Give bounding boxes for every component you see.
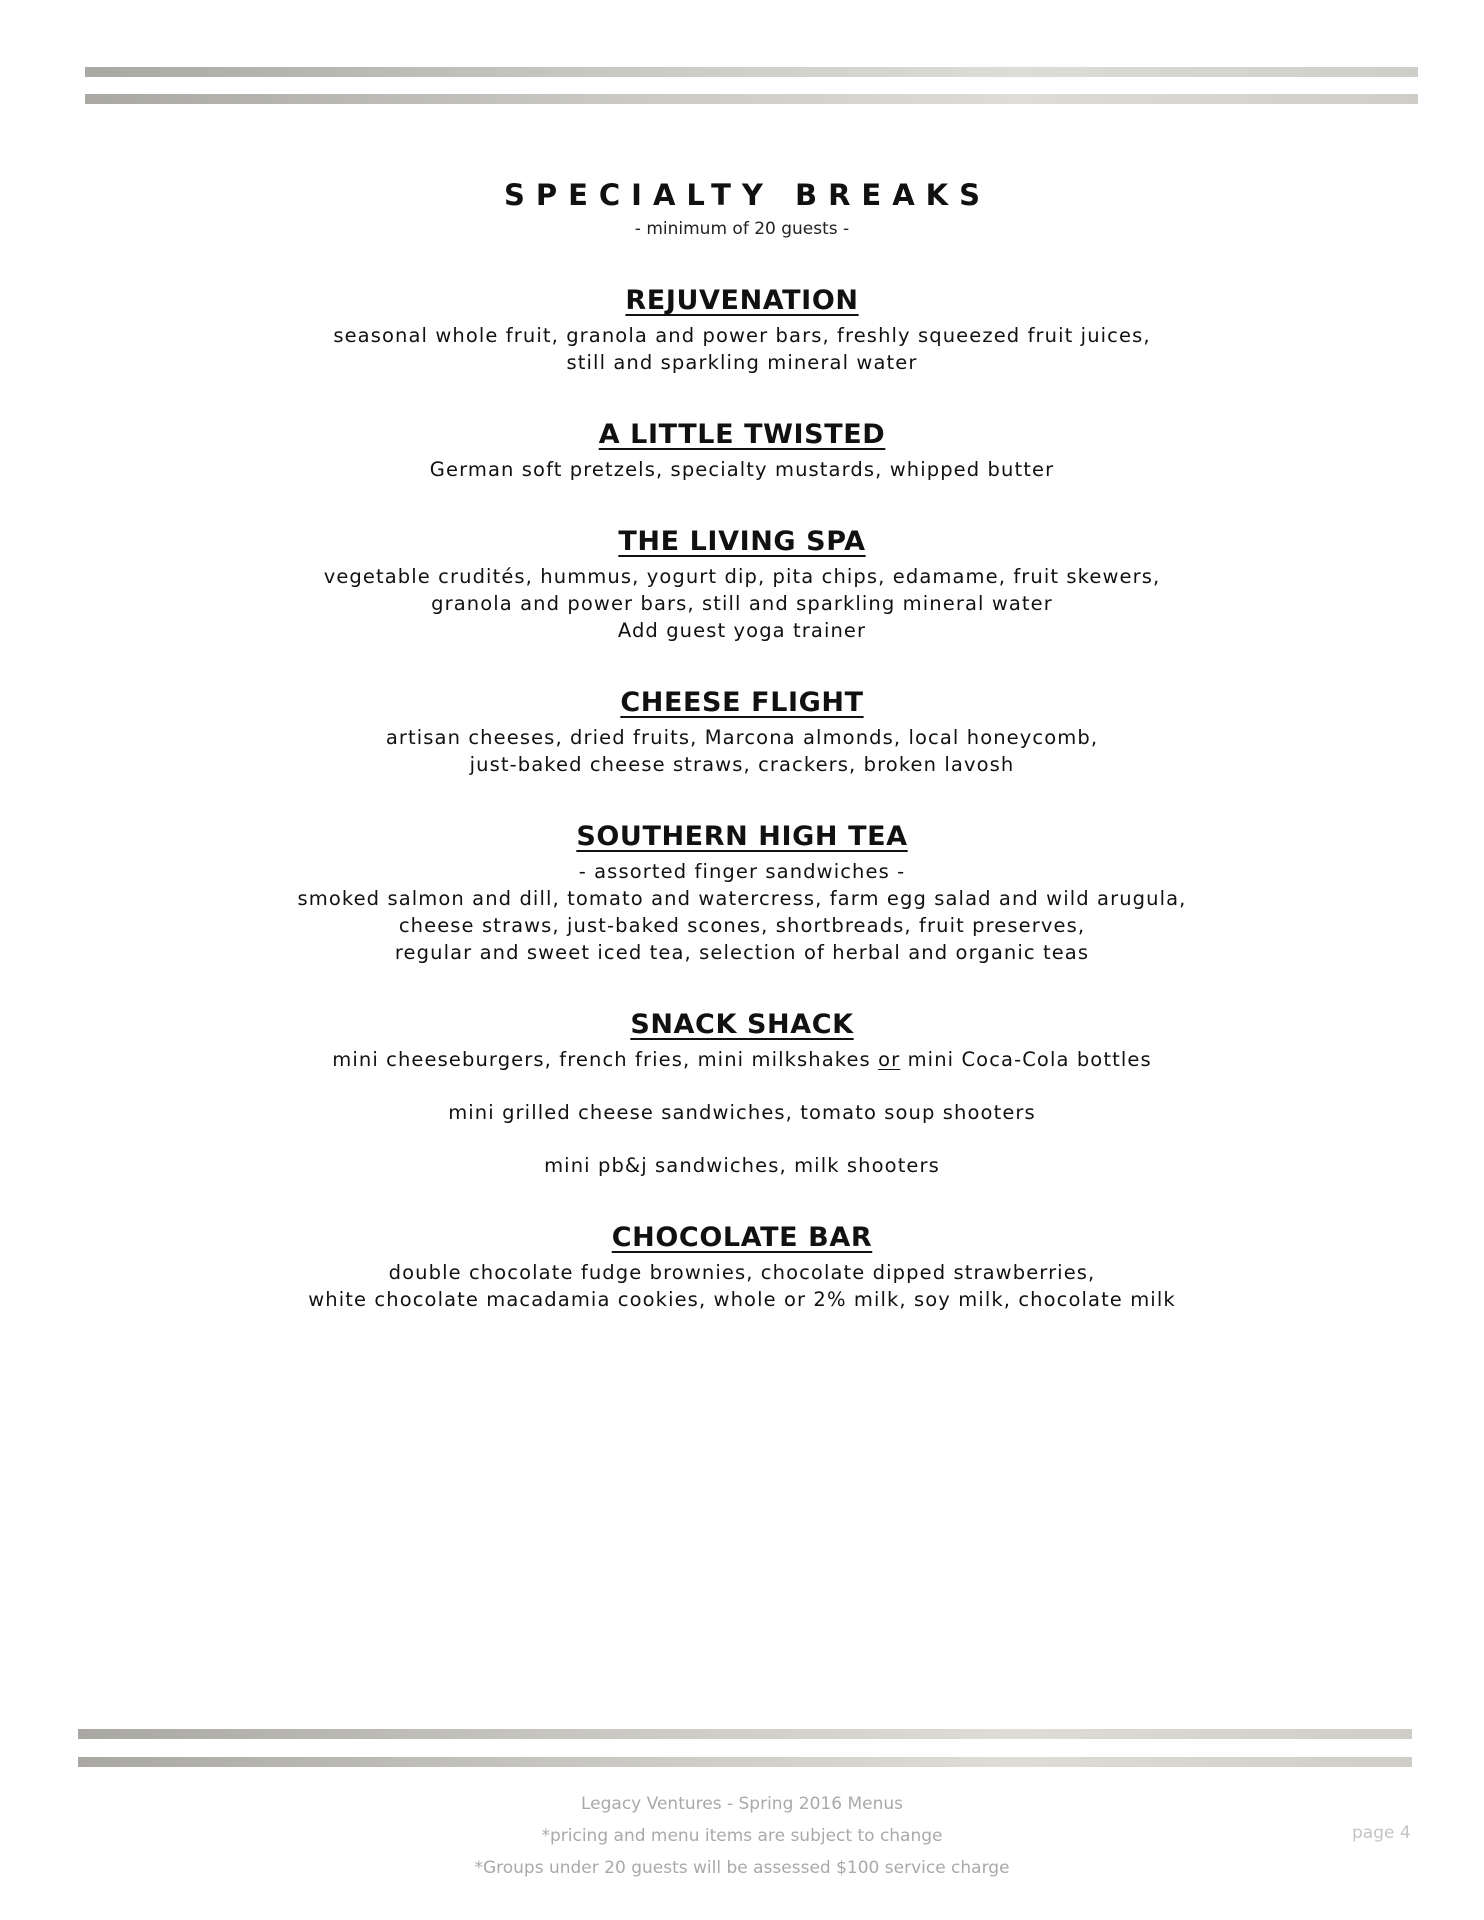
bottom-decorative-stripe-2	[78, 1757, 1412, 1767]
section-line: artisan cheeses, dried fruits, Marcona almonds, local honeycomb,	[385, 726, 1099, 749]
section-line: mini pb&j sandwiches, milk shooters	[544, 1154, 940, 1177]
section-line: - assorted finger sandwiches -	[578, 860, 906, 883]
section-line: German soft pretzels, specialty mustards, whipped butter	[429, 458, 1055, 481]
section-line: cheese straws, just-baked scones, shortbreads, fruit preserves,	[398, 914, 1086, 937]
section-cheese-flight	[0, 684, 1484, 778]
section-line: mini grilled cheese sandwiches, tomato soup shooters	[448, 1101, 1036, 1124]
section-line: Add guest yoga trainer	[617, 619, 867, 642]
section-line: just-baked cheese straws, crackers, broken lavosh	[469, 753, 1015, 776]
footer-line: *Groups under 20 guests will be assessed $100 service charge	[474, 1858, 1010, 1878]
footer-line: *pricing and menu items are subject to change	[541, 1826, 943, 1846]
section-line: smoked salmon and dill, tomato and watercress, farm egg salad and wild arugula,	[297, 887, 1187, 910]
section-title: THE LIVING SPA	[618, 526, 866, 557]
section-the-living-spa	[0, 523, 1484, 644]
section-a-little-twisted	[0, 416, 1484, 483]
or-underlined: or	[878, 1048, 901, 1071]
section-chocolate-bar	[0, 1219, 1484, 1313]
section-line: double chocolate fudge brownies, chocolate dipped strawberries,	[388, 1261, 1096, 1284]
bottom-decorative-stripe-1	[78, 1729, 1412, 1739]
section-line	[0, 1046, 1484, 1073]
menu-content	[0, 174, 1484, 1313]
footer-line: Legacy Ventures - Spring 2016 Menus	[581, 1794, 903, 1814]
section-snack-shack	[0, 1006, 1484, 1179]
section-rejuvenation	[0, 282, 1484, 376]
page-title: SPECIALTY BREAKS	[503, 178, 992, 212]
section-line: seasonal whole fruit, granola and power bars, freshly squeezed fruit juices,	[333, 324, 1151, 347]
section-line: white chocolate macadamia cookies, whole or 2% milk, soy milk, chocolate milk	[308, 1288, 1176, 1311]
section-title: SNACK SHACK	[630, 1009, 854, 1040]
section-line: still and sparkling mineral water	[566, 351, 918, 374]
section-southern-high-tea	[0, 818, 1484, 966]
top-decorative-stripe-1	[85, 67, 1418, 77]
section-title: CHEESE FLIGHT	[620, 687, 864, 718]
footer	[0, 1788, 1484, 1884]
section-line: granola and power bars, still and sparkling mineral water	[431, 592, 1053, 615]
section-title: REJUVENATION	[625, 285, 859, 316]
page-number: page 4	[1352, 1823, 1411, 1843]
page-subtitle: - minimum of 20 guests -	[634, 219, 850, 239]
line-text: mini Coca-Cola bottles	[900, 1048, 1152, 1071]
top-decorative-stripe-2	[85, 94, 1418, 104]
section-title: A LITTLE TWISTED	[598, 419, 886, 450]
section-line: regular and sweet iced tea, selection of herbal and organic teas	[394, 941, 1090, 964]
section-title: SOUTHERN HIGH TEA	[576, 821, 908, 852]
section-line: vegetable crudités, hummus, yogurt dip, pita chips, edamame, fruit skewers,	[323, 565, 1161, 588]
line-text: mini cheeseburgers, french fries, mini milkshakes	[332, 1048, 879, 1071]
section-title: CHOCOLATE BAR	[611, 1222, 873, 1253]
